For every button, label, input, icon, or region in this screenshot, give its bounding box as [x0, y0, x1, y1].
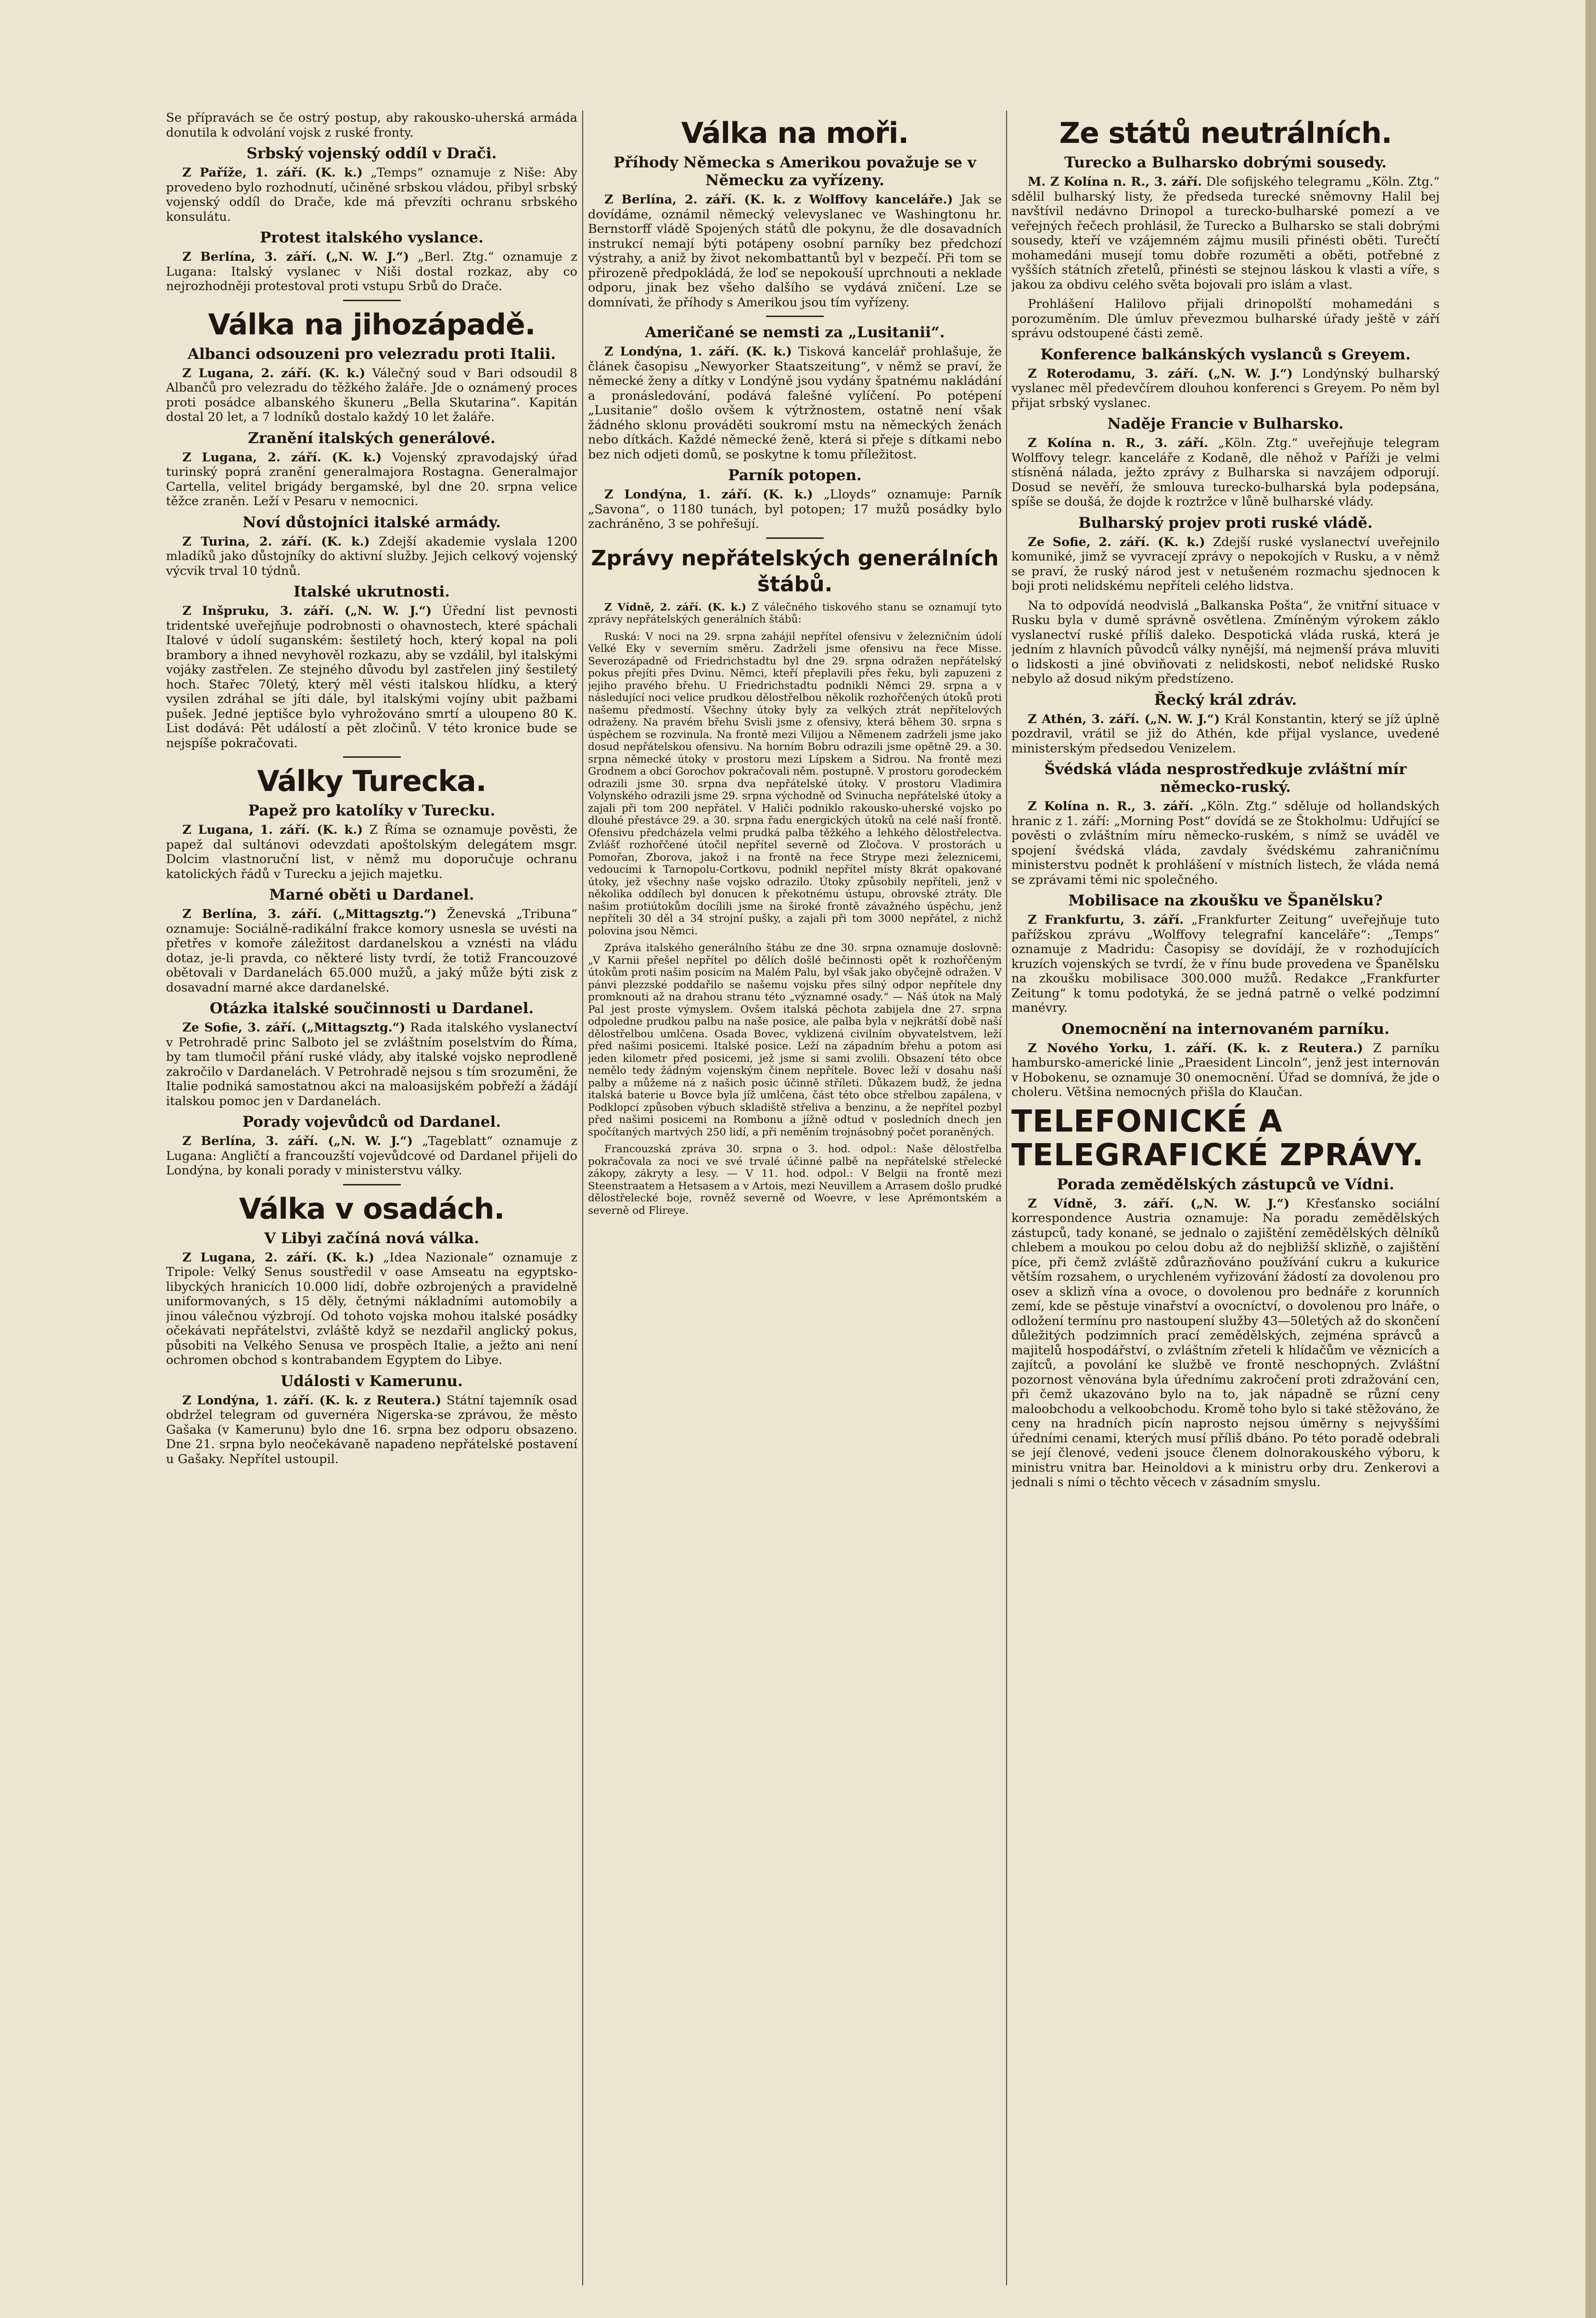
article-bulharsky-2: Na to odpovídá neodvislá „Balkanska Pošta“, že vnitřní situace v Rusku byla v dumě správně osvětlena. Zmíněným výrokem záklo vyslanectví ruské příliš daleko. Despotická vláda ruská, která je jedním z hlavních původců války nynější, má nejmenší práva mluviti o lidskosti a jiné obviňovati z nelidskosti, neboť nelidské Rusko nebylo až dosud nikým předstízeno. — [1011, 598, 1440, 686]
heading-otazka: Otázka italské součinnosti u Dardanel. — [209, 1000, 534, 1017]
dateline: Z Londýna, 1. září. (K. k. z Reutera.) — [182, 1393, 442, 1408]
article-lusitania — [588, 344, 1002, 462]
heading-libyi: V Libyi začíná nová válka. — [264, 1229, 479, 1247]
section-title-neutralnich: Ze států neutrálních. — [1059, 116, 1392, 150]
dateline: Z Vídně, 3. září. („N. W. J.“) — [1028, 1196, 1290, 1211]
article-text: „Frankfurter Zeitung“ uveřejňuje tuto pařížskou zprávu „Wolffovy telegrafní kanceláře“: „Temps“ oznamuje z Madridu: Časopisy se dovídájí, že v rozhodujících kruzích vojenských se tvrdí, že v řínu bude provedena ve Španělsku na zkoušku mobilisace 300.000 mužů. Redakce „Frankfurter Zeitung“ k tomu podotyká, že se jedná patrně o velké podzimní manévry. — [1011, 913, 1440, 1015]
column-right — [1011, 111, 1440, 2285]
article-text: Vojenský zpravodajský úřad turinský poprá zranění generalmajora Rostagna. Generalmajor Cartella, velitel brigády bergamské, byl dne 20. srpna velice těžce zraněn. Leží v Pesaru v nemocnici. — [166, 450, 577, 509]
report-ruska: Ruská: V noci na 29. srpna zahájil nepřítel ofensivu v železničním údolí Velké Eky v severním směru. Zadrželi jsme ofensivu na řece Misse. Severozápadně od Friedrichstadtu byl dne 29. srpna odražen nepřátelský pokus přejíti přes Dvinu. Němci, kteří přeplavili přes řeku, byli zapuzeni z jejiho pravého břehu. U Friedrichstadtu podnikli Němci 29. srpna a v následující noci velice prudkou dělostřelbou několik rozhořčených útoků proti našemu předmostí. Všechny útoky byly za velkých ztrát nepřítelových odraženy. Na pravém břehu Svisli jsme z ofensivy, která během 30. srpna s úspěchem se rozvinula. Na frontě mezi Vilijou a Němenem zadrželi jsme jako dosud nepřátelskou ofensivu. Na horním Bobru odrazili jsme opětně 29. a 30. srpna německé útoky v prostoru mezi Lípskem a Sidrou. Na frontě mezi Grodnem a obcí Gorochov pokračovali něm. postupně. V prostoru gorodeckém odrazili jsme 30. srpna dva nepřátelské útoky. V prostoru Vladimira Volynského odrazili jsme 29. srpna východně od Svinucha nepřátelské útoky a zajali při tom 200 nepřátel. V Haliči podniklo rakousko-uherské vojsko po dlouhé přestávce 29. a 30. srpna řadu energických útoků na celé naší frontě. Ofensivu předcházela velmi prudká palba těžkého a lehkého dělostřelectva. Zvlášť rozhořčené útočil nepřítel severně od Zločova. V prostorách u Pomořan, Zborova, jakož i na frontě na řece Strype mezi železnicemi, vedoucími k Tarnopolu-Cortkovu, podnikl nepřítel místy 8krát opakované útoky, jež všechny naše vojsko odrazilo. Útoky způsobily nepříteli, jenž v několika oddílech byl donucen k překotnému ústupu, obrovské ztráty. Dle našim protiútokům docílili jsme na široké frontě závažného úspěchu, jenž nepříteli 30 děl a 34 strojní pušky, a zajali při tom 3000 nepřátel, z nichž polovina jsou Němci. — [588, 630, 1002, 937]
article-text: Rada italského vyslanectví v Petrohradě princ Salboto jel se zvláštním poselstvím do Říma, by tam tlumočil přání ruské vlády, aby italské vojsko neprodleně zakročilo v Dardanelách. V Petrohradě nejsou s tím srozuměni, že Italie podniká samostatnou akci na maloasijském pobřeží a žádájí italskou pomoc jen v Dardanelách. — [166, 1020, 577, 1108]
separator — [343, 756, 401, 758]
article-text: Londýnský bulharský vyslanec měl předevčírem dlouhou konferenci s Greyem. Po něm byl přijat srbský vyslanec. — [1011, 366, 1440, 410]
heading-dustojnici: Noví důstojníci italské armády. — [243, 513, 501, 531]
separator — [343, 1184, 401, 1185]
heading-lusitania: Američané se nemsti za „Lusitanii“. — [645, 324, 945, 341]
article-porady — [166, 1134, 577, 1178]
article-mori — [588, 192, 1002, 310]
article-parnik — [588, 487, 1002, 532]
heading-svedska: Švédská vláda nesprostředkuje zvláštní mír německo-ruský. — [1044, 761, 1407, 796]
article-libyi — [166, 1250, 577, 1368]
article-konference — [1011, 367, 1440, 411]
article-text: „Temps“ oznamuje z Niše: Aby provedeno bylo rozhodnutí, učiněné srbskou vládou, přibyl srbský vojenský oddíl do Drače, kde má převzíti ochranu srbského konsulátu. — [166, 166, 577, 224]
heading-ukrutnosti: Italské ukrutnosti. — [294, 583, 450, 600]
article-text: „Lloyds“ oznamuje: Parník „Savona“, o 1180 tunách, byl potopen; 17 mužů posádky bylo zachráněno, 3 se pohřešují. — [588, 487, 1002, 531]
article-albanci — [166, 366, 577, 425]
article-text: Státní tajemník osad obdržel telegram od guvernéra Nigerska-se zprávou, že město Gašaka (v Kamerunu) bylo dne 16. srpna bez odporu obsazeno. Dne 21. srpna bylo neočekávaně napadeno nepřátelské postavení u Gašaky. Nepřítel ustoupil. — [166, 1393, 577, 1466]
section-title-mori: Válka na moři. — [681, 116, 909, 150]
article-bulharsky — [1011, 535, 1440, 594]
article-text: „Köln. Ztg.“ uveřejňuje telegram Wolffovy telegr. kanceláře z Kodaně, dle něhož v Paříži je velmi stísněná nálada, ježto zprávy z Bulharska si navzájem odporují. Dosud se nevěří, že smlouva turecko-bulharská byla podepsána, spíše se doušá, že dojde k roztržce v lůně bulharské vlády. — [1011, 436, 1440, 509]
separator — [766, 316, 824, 317]
article-text: „Köln. Ztg.“ sděluje od hollandských hranic z 1. září: „Morning Post“ dovídá se ze Štokholmu: Udřující se pověsti o zvláštním míru německo-ruském, s nímž se uváděl ve spojení švédská vláda, zavdaly švédskému zahraničnímu ministerstvu podnět k prohlášení v místních listech, že vláda nemá se zprávami těmi nic společného. — [1011, 799, 1440, 887]
report-francouzska: Francouzská zpráva 30. srpna o 3. hod. odpol.: Naše dělostřelba pokračovala za noci ve své trvalé účinné palbě na nepřátelské střelecké zákopy, zákryty a lesy. — V 11. hod. odpol.: V Belgii na frontě mezi Steenstraatem a Hetsasem a v Artois, mezi Neuvillem a Arrasem došlo prudké dělostřelecké boje, rovněž severně od Woevre, v lese Aprémontském a severně od Flireye. — [588, 1143, 1002, 1217]
column-middle — [588, 111, 1002, 2285]
dateline: Z Turina, 2. září. (K. k.) — [182, 534, 370, 549]
dateline: Z Londýna, 1. září. (K. k.) — [604, 487, 813, 502]
article-kamerun — [166, 1393, 577, 1467]
heading-albanci: Albanci odsouzeni pro velezradu proti Italii. — [187, 345, 556, 363]
section-title-telefonicke: TELEFONICKÉ A TELEGRAFICKÉ ZPRÁVY. — [1011, 1103, 1424, 1172]
column-rule — [1006, 111, 1007, 2285]
heading-marne-obeti: Marné oběti u Dardanel. — [269, 886, 474, 904]
dateline: Z Kolína n. R., 3. září. — [1028, 436, 1208, 450]
dateline: Z Athén, 3. září. („N. W. J.“) — [1028, 712, 1220, 726]
heading-recky-kral: Řecký král zdráv. — [1154, 691, 1297, 709]
article-turecko — [1011, 175, 1440, 292]
article-text: Válečný soud v Bari odsoudil 8 Albančů pro velezradu do těžkého žaláře. Jde o oznámený proces proti posádce albanského škuneru „Bella Skutarina“. Kapitán dostal 20 let, a 7 lodníků dostalo každý 10 let žaláře. — [166, 366, 577, 424]
dateline: Z Lugana, 2. září. (K. k.) — [182, 450, 382, 465]
article-text: Úřední list pevnosti tridentské uveřejňuje podrobnosti o ohavnostech, které spáchali Italové v údolí suganském: šestiletý hoch, který kopal na poli brambory a ihned nevyhověl rozkazu, aby se vzdálil, byl italskými vojáky zastřelen. Ze stejného důvodu byl zastřelen jiný šestiletý hoch. Stařec 70letý, který měl vésti italskou hlídku, a který vysilen zdráhal se jíti dále, byl italskými vojíny ubit pažbami pušek. Jedné jeptišce bylo vyhrožováno smrtí a uloupeno 80 K. List dodává: Pět událostí a pět zločinů. V této kronice bude se nejspíše pokračovati. — [166, 604, 577, 751]
dateline: Z Berlína, 3. září. („N. W. J.“) — [182, 250, 409, 264]
article-text: „Idea Nazionale“ oznamuje z Tripole: Velký Senus soustředil v oase Amseatu na egyptsko-libyckých hranicích 10.000 lidí, dobře ozbrojených a pravidelně uniformovaných, s 15 děly, četnými nákladními automobily a jinou válečnou výzbrojí. Od tohoto vojska mohou italské posádky očekávati nepřátelstvi, zvláště když se nezdařil anglický pokus, působiti na Velkého Senusa ve prospěch Italie, a ježto ani není ochromen obchod s kontrabandem Egyptem do Libye. — [166, 1250, 577, 1367]
dateline: Z Vídně, 2. září. (K. k.) — [604, 601, 746, 613]
article-svedska — [1011, 799, 1440, 887]
lead-paragraph: Se přípravách se če ostrý postup, aby rakousko-uherská armáda donutila k odvolání vojsk z ruské fronty. — [166, 111, 577, 140]
heading-onemocneni: Onemocnění na internovaném parníku. — [1061, 1020, 1390, 1038]
heading-parnik: Parník potopen. — [728, 467, 862, 484]
section-title-zpravy: Zprávy nepřátelských generálních štábů. — [591, 546, 999, 597]
heading-konference: Konference balkánských vyslanců s Greyem. — [1040, 345, 1411, 363]
article-onemocneni — [1011, 1041, 1440, 1100]
article-text: Zdejší akademie vyslala 1200 mladíků jako důstojníky do aktivní služby. Jejich celkový vojenský výcvik trval 10 týdnů. — [166, 534, 577, 578]
article-recky-kral — [1011, 712, 1440, 756]
dateline: Z Lugana, 1. září. (K. k.) — [182, 823, 363, 837]
article-text: Z válečného tiskového stanu se oznamují tyto zprávy nepřátelských generálních štábů: — [588, 601, 1002, 625]
article-dustojnici — [166, 535, 577, 579]
article-zraneni — [166, 450, 577, 509]
heading-zraneni: Zranění italských generálové. — [248, 429, 496, 447]
article-porada — [1011, 1197, 1440, 1490]
article-text: Křesťansko sociální korrespondence Austria oznamuje: Na poradu zemědělských zástupců, tady konané, se jednalo o zajištění zemědělských dělníků chlebem a moukou po celou dobu až do nejbližší sklizňě, o zajištění píce, při čemž zvláště zdůrazňováno používání cukru a kukurice větším rozsahem, o urychleném vyřizování žádostí za dovolenou pro osev a sklizň vína a ovoce, o dovolenou pro bednáře z korunních zemí, kde se pěstuje vinařství a ovocníctví, o dovolenou pro lnáře, o odložení termínu pro nastoupení služby 43—50letých až do skončení důležitých podzimních prací zemědělských, zejména správců a majitelů hospodářství, o zvláštním zřeteli k hlídačům ve věznicích a zajítců, a povolání ke službě ve frontě neschopných. Zvláštní pozornost věnována byla úřednímu zakročení proti zdražování cen, při čemž ukazováno bylo na to, jak nápadně se různí ceny maloobchodu a velkoobchodu. Kromě toho bylo si také stěžováno, že ceny na hradních picín naprosto nejsou úměrny s nejvyššími úředními cenami, kterých musí příliš dbáno. Po této poradě odebrali se její členové, vedeni jsouce členem dolnorakouského výboru, k ministru vnitra bar. Heinoldovi a k ministru orby dru. Zenkerovi a jednali s ními o těchto věcech v zásadním smyslu. — [1011, 1196, 1440, 1490]
dateline: Z Berlína, 2. září. (K. k. z Wolffovy kanceláře.) — [604, 192, 953, 207]
separator — [343, 300, 401, 301]
heading-protest: Protest italského vyslance. — [260, 229, 484, 246]
dateline: Z Berlína, 3. září. („N. W. J.“) — [182, 1134, 413, 1148]
dateline: Ze Sofie, 3. září. („Mittagsztg.“) — [182, 1020, 406, 1035]
heading-papez: Papež pro katolíky v Turecku. — [248, 802, 496, 819]
dateline: Z Roterodamu, 3. září. („N. W. J.“) — [1028, 366, 1293, 381]
article-text: „Berl. Ztg.“ oznamuje z Lugana: Italský vyslanec v Niši dostal rozkaz, aby co nejrozhodněji protestoval proti vstupu Srbů do Drače. — [166, 250, 577, 293]
article-marne-obeti — [166, 907, 577, 995]
article-otazka — [166, 1020, 577, 1108]
article-protest — [166, 250, 577, 294]
dateline: Z Lugana, 2. září. (K. k.) — [182, 366, 366, 381]
article-papez — [166, 823, 577, 881]
section-title-osadach: Válka v osadách. — [239, 1192, 505, 1226]
heading-srbsky-oddil: Srbský vojenský oddíl v Drači. — [246, 145, 497, 162]
dateline: Z Paříže, 1. září. (K. k.) — [182, 166, 363, 180]
column-left — [166, 111, 577, 2285]
article-text: Z parníku hambursko-americké linie „Praesident Lincoln“, jenž jest internován v Hobokenu, se oznamuje 30 onemocnění. Úřad se domnívá, že jde o choleru. Většina nemocných přišla do Klaučan. — [1011, 1041, 1440, 1099]
article-nadeje — [1011, 436, 1440, 509]
heading-mobilisace: Mobilisace na zkoušku ve Španělsku? — [1068, 892, 1383, 909]
article-turecko-2: Prohlášení Halilovo přijali drinopolští mohamedáni s porozuměním. Dle úmluv převezmou bulharské úřady ještě v září správu odstoupené části země. — [1011, 297, 1440, 341]
heading-bulharsky-projev: Bulharský projev proti ruské vládě. — [1078, 514, 1373, 532]
heading-kamerun: Události v Kamerunu. — [281, 1372, 463, 1390]
article-text: Tisková kancelář prohlašuje, že článek časopisu „Newyorker Staatszeitung“, v němž se praví, že německé ženy a dítky v Londýně jsou vydány špatnému nakládání a pronásledování, podává falešné vylíčení. Po potépení „Lusitanie“ došlo ovšem k výtržnostem, ostatně není však žádného sklonu prováděti soukromí mstu na německých ženách nebo dítkách. Každé německé ženě, která si přeje s dítkami nebo bez nich odjeti domů, se poskytne k tomu příležitost. — [588, 344, 1002, 462]
heading-turecko-bulharsko: Turecko a Bulharsko dobrými sousedy. — [1064, 154, 1387, 171]
article-text: „Tageblatt“ oznamuje z Lugana: Angličtí a francouzští vojevůdcové od Dardanel přijeli do Londýna, by konali porady v ministerstvu války. — [166, 1134, 577, 1178]
dateline: Z Berlína, 3. září. („Mittagsztg.“) — [182, 907, 437, 921]
subheading-mori: Příhody Německa s Amerikou považuje se v Německu za vyřízeny. — [613, 154, 976, 189]
dateline: Ze Sofie, 2. září. (K. k.) — [1028, 535, 1205, 549]
dateline: M. Z Kolína n. R., 3. září. — [1028, 175, 1202, 189]
dateline: Z Lugana, 2. září. (K. k.) — [182, 1250, 374, 1265]
page-edge — [1585, 0, 1596, 2318]
report-italska: Zpráva italského generálního štábu ze dne 30. srpna oznamuje doslovně: „V Karnii přešel nepřítel po dělích došlé bečinnosti opět k rozhořčeným útokům proti našim posicím na Malém Palu, byl však jako obyčejně odražen. V pánvi plezzské poddařilo se našemu vojsku přes silný odpor nepřítele dny promknouti až na drahou stranu této „významné osady.“ — Náš útok na Malý Pal jest proste výmyslem. Ovšem italská pěchota zabijela dne 27. srpna odpoledne prudkou palbu na naše posice, ale palba byla v nejkrátší době naší dělostřelbou umlčena. Osada Bovec, vyklizená civilním obyvatelstvem, leží před našimi posicemi. Italské posice. Leží na západním břehu a potom asi jeden kilometr před posicemi, jež jsme si sami zvolili. Obsazení této obce nemělo tedy žádným vojenským činem nepřítele. Bovec leží v dosahu naší palby a můžeme ná z našich posic účinně stříleti. Důkazem budž, že jedna italská baterie u Bovce byla jíž umlčena, část této obce střelbou zapálena, v Podklopcí způsoben výbuch skladiště střeliva a benzinu, a že nepřítel pozbyl před našimi posicemi na Rombonu a jížně odtud v posledních dnech jen spočítaných martvých 250 lidí, a při neměním trojnásobný počet poraněných. — [588, 942, 1002, 1138]
article-text: Ženevská „Tribuna“ oznamuje: Sociálně-radikální frakce komory usnesla se uvésti na přetřes v komoře záležitost dardanelskou a vznésti na vládu dotaz, je-li pravda, co některé listy tvrdí, že totiž Francouzové obětovali v Dardanelách 65.000 mužů, a jaký může býti zisk z dosavadní marné akce dardanelské. — [166, 907, 577, 995]
heading-porady: Porady vojevůdců od Dardanel. — [242, 1113, 501, 1131]
article-text: Jak se dovídáme, oznámil německý velevyslanec ve Washingtonu hr. Bernstorff vládě Spojených států dle pokynu, že dle dosavadních instrukcí nemají býti potápeny osobní parníky bez předchozí výstrahy, a aniž by život nekombattantů byl v bezpečí. Při tom se přirozeně předpokládá, že loď se nepokouší uprchnouti a neklade odporu, jinak bez všeho dalšího se vydává zničení. Lze se domnívati, že příhody s Amerikou jsou tím vyřízeny. — [588, 192, 1002, 310]
dateline: Z Nového Yorku, 1. září. (K. k. z Reutera.) — [1028, 1041, 1363, 1056]
dateline: Z Frankfurtu, 3. září. — [1028, 913, 1184, 927]
dateline: Z Inšpruku, 3. září. („N. W. J.“) — [182, 604, 432, 618]
dateline: Z Kolína n. R., 3. září. — [1028, 799, 1194, 814]
article-text: Dle sofijského telegramu „Köln. Ztg.“ sdělil bulharský listy, že předseda turecké sněmovny Halil bej navštívil nedávno Drinopol a turecko-bulharské pomezí a ve veřejných řečech prohlásil, že Turecko a Bulharsko se stali dobrými sousedy, kteří ve vzájemném zájmu musili přinésti oběti. Turečtí mohamedáni musejí tomu dobře rozuměti a oběti, potřebné z vyšších státních zřetelů, přinésti se stejnou láskou k vlasti a víře, s jakou za obdivu celého světa bojovali pro islám a vlast. — [1011, 175, 1440, 292]
article-text: Král Konstantin, který se jíž úplně pozdravil, vrátil se již do Athén, kde přijal vyslance, uvedené ministerským předsedou Venizelem. — [1011, 712, 1440, 756]
article-text: Z Říma se oznamuje pověsti, že papež dal sultánovi odevzdati apoštolským delegátem msgr. Dolcim vlastnoruční list, v němž mu doporučuje ochranu katolických řádů v Turecku a jejich majetku. — [166, 823, 577, 881]
article-ukrutnosti — [166, 604, 577, 751]
heading-porada: Porada zemědělských zástupců ve Vídni. — [1057, 1175, 1394, 1193]
dateline: Z Londýna, 1. září. (K. k.) — [604, 344, 792, 359]
article-mobilisace — [1011, 913, 1440, 1016]
section-title-turecka: Války Turecka. — [257, 764, 486, 798]
article-srbsky-oddil — [166, 166, 577, 224]
heading-nadeje: Naděje Francie v Bulharsko. — [1107, 415, 1344, 433]
article-text: Zdejší ruské vyslanectví uveřejnilo komuniké, jimž se vyvracejí zprávy o nepokojích v Rusku, a v němž se praví, že ruský národ jest v netušeném rozmachu sjednocen k boji proti nelidskému nepříteli celého lidstva. — [1011, 535, 1440, 593]
section-title-jihozapad: Válka na jihozápadě. — [208, 307, 536, 342]
article-zpravy-intro — [588, 601, 1002, 626]
separator — [766, 537, 824, 539]
column-rule — [582, 111, 583, 2285]
